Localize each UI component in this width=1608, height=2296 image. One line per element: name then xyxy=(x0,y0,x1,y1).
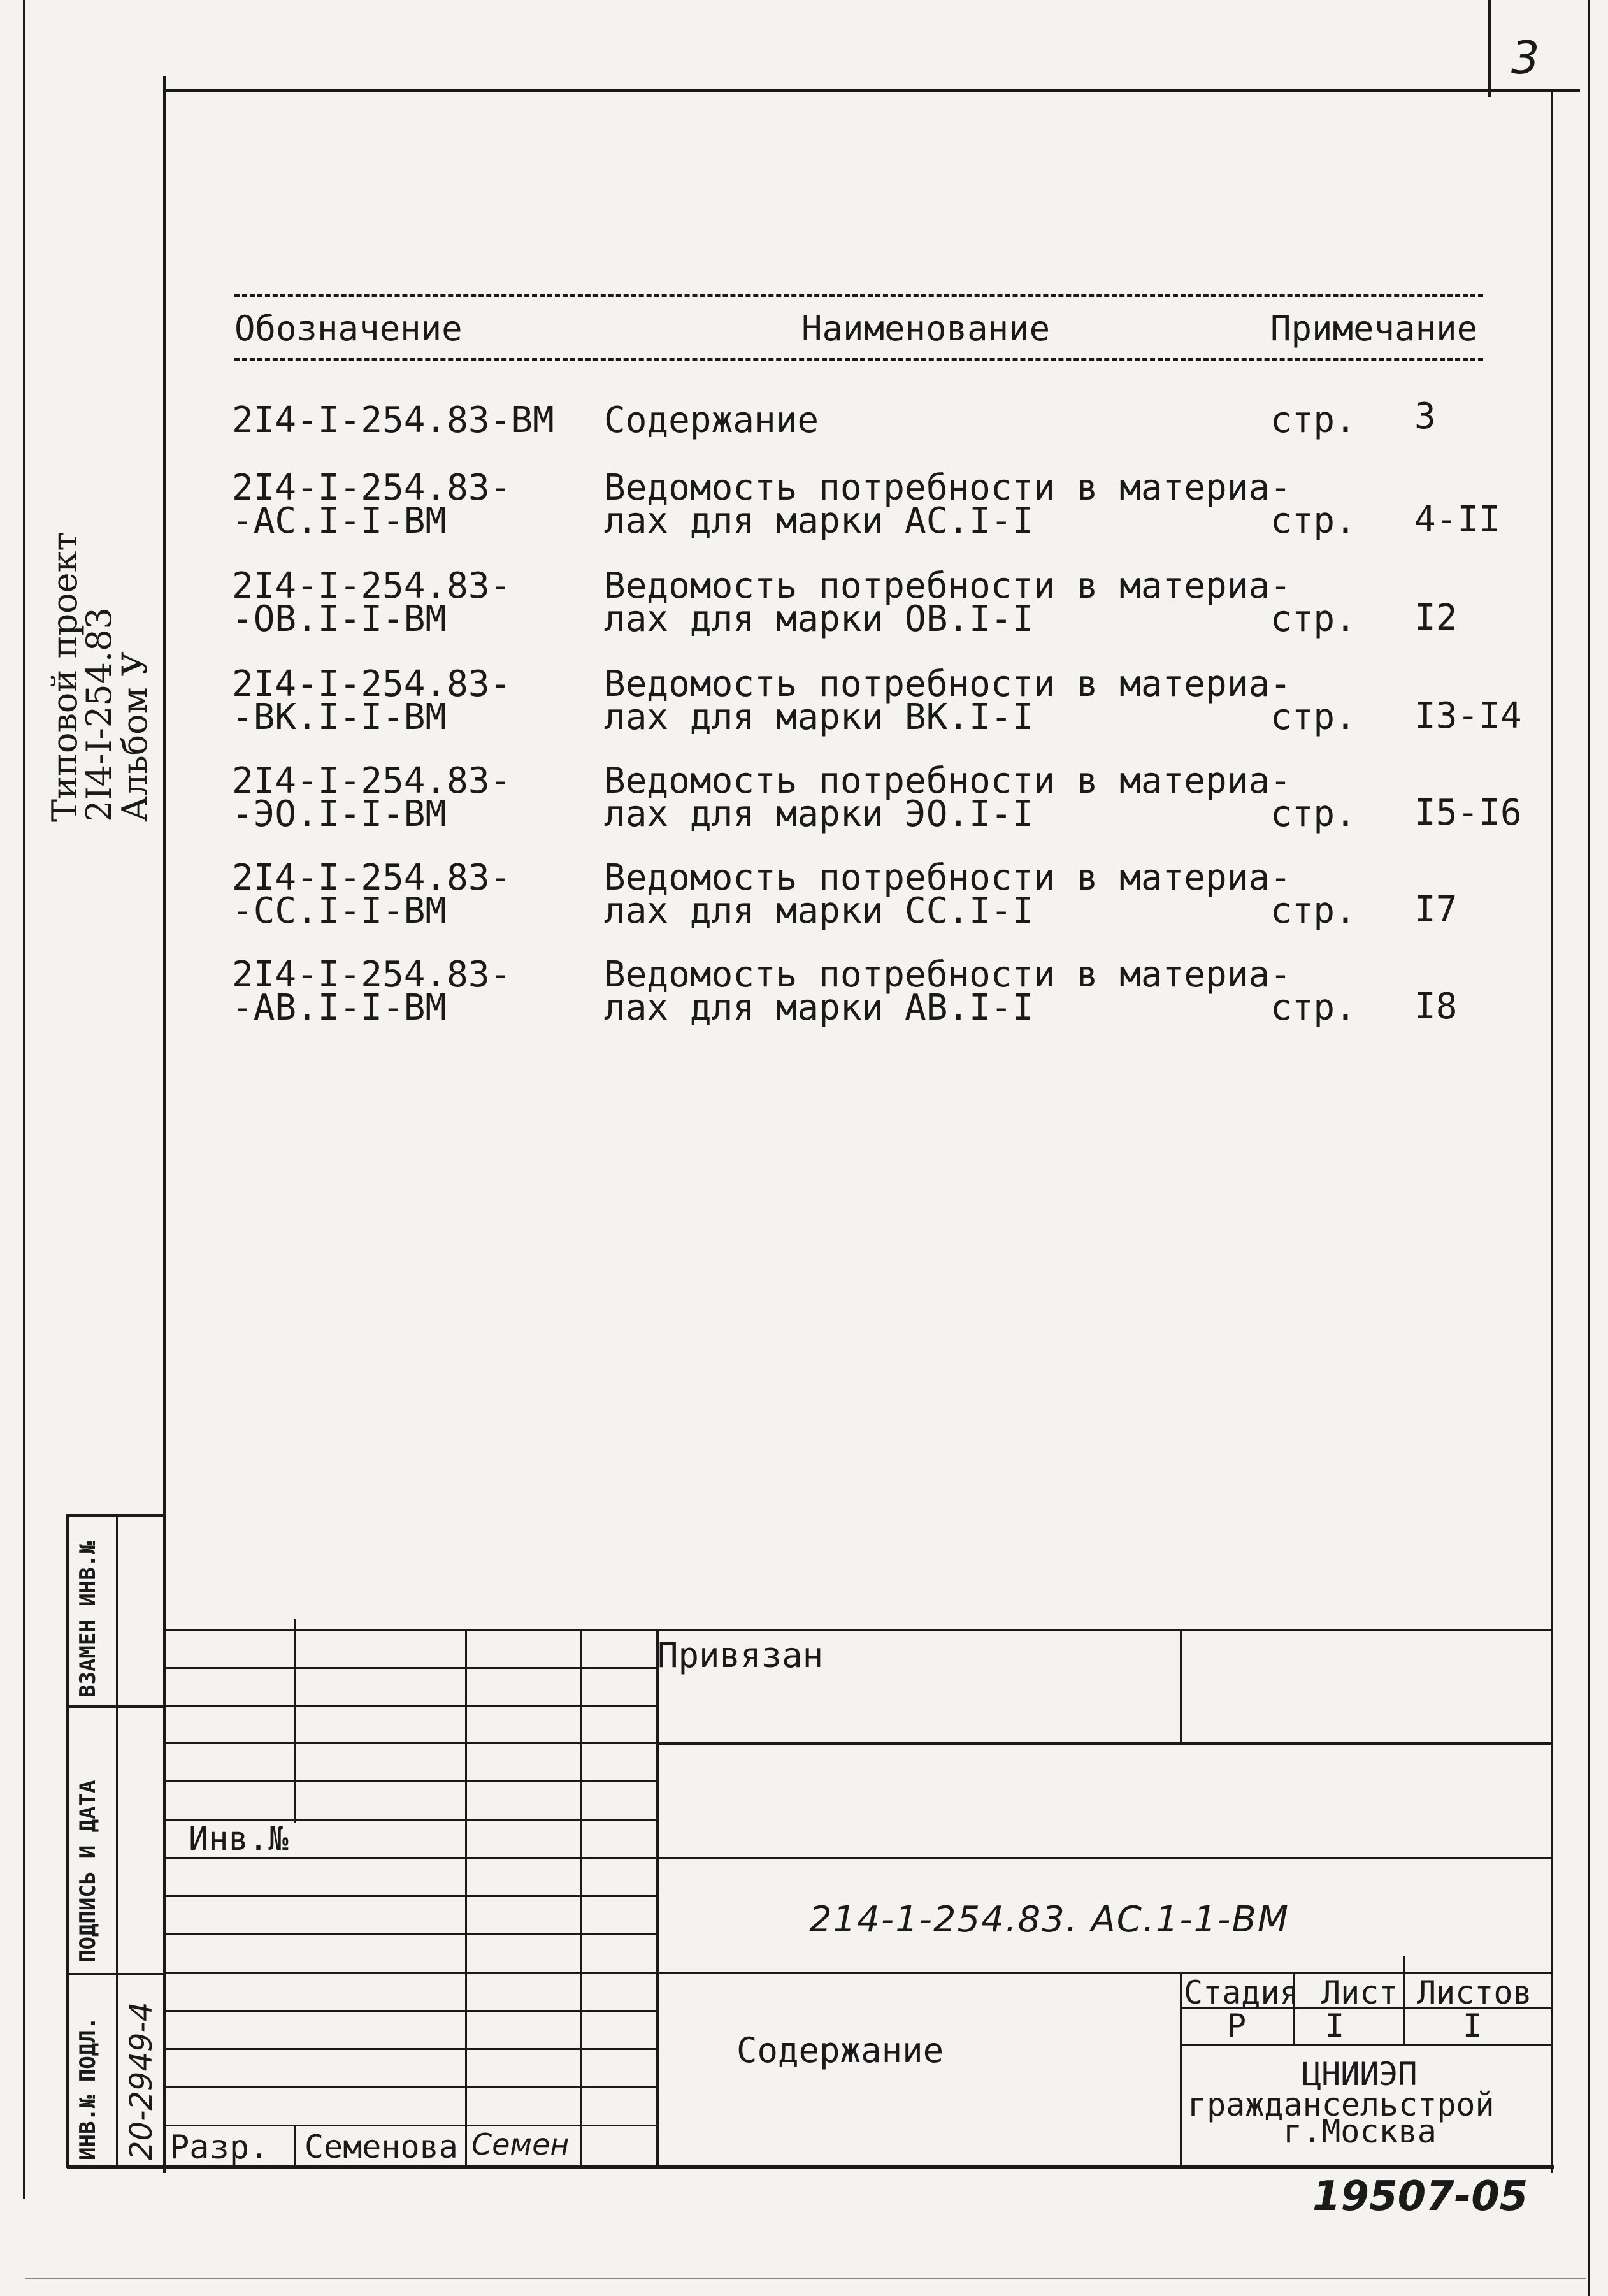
tb-col-1 xyxy=(294,1619,296,1823)
frame-top xyxy=(164,89,1580,92)
tb-sheets-label: Листов xyxy=(1417,1974,1532,2011)
row-name: Ведомость потребности в материа- лах для марки ОВ.I-I xyxy=(604,565,1291,640)
tb-org-line1: ЦНИИЭП xyxy=(1302,2056,1418,2093)
row-note: стр. xyxy=(1270,793,1356,835)
margin-vzamen: ВЗАМЕН ИНВ.№ xyxy=(75,1541,101,1698)
row-note: стр. xyxy=(1270,987,1356,1029)
row-code: 2I4-I-254.83- -ВК.I-I-ВМ xyxy=(232,663,512,738)
tb-left-cols-row3 xyxy=(164,1742,656,1744)
outer-left-edge xyxy=(23,0,25,2199)
row-code: 2I4-I-254.83-ВМ xyxy=(232,400,554,441)
tb-inv-no: Инв.№ xyxy=(189,1820,289,1858)
tb-right-row1 xyxy=(656,1742,1553,1745)
margin-podpis: ПОДПИСЬ И ДАТА xyxy=(75,1780,101,1963)
row-note: стр. xyxy=(1270,697,1356,738)
tb-left-cols-row1 xyxy=(164,1667,656,1669)
tb-doc-code: 214-1-254.83. АС.1-1-ВМ xyxy=(809,1899,1290,1940)
tb-sheet-value: I xyxy=(1325,2007,1345,2044)
margin-inv-podl-value: 20-2949-4 xyxy=(124,2002,159,2160)
margin-divider-2 xyxy=(67,1973,166,1975)
header-designation: Обозначение xyxy=(234,308,463,349)
tb-left-cols-row2 xyxy=(164,1705,656,1707)
row-page: I7 xyxy=(1414,889,1458,930)
row-page: I5-I6 xyxy=(1414,792,1522,834)
tb-left-cols-row13 xyxy=(164,2125,656,2126)
row-code: 2I4-I-254.83- -ЭО.I-I-ВМ xyxy=(232,760,512,835)
tb-left-cols-row12 xyxy=(164,2086,656,2088)
tb-privyazan: Привязан xyxy=(657,1635,824,1675)
margin-box-mid xyxy=(116,1514,118,2168)
row-name: Ведомость потребности в материа- лах для марки АС.I-I xyxy=(604,467,1291,542)
tb-privyazan-divider xyxy=(1180,1629,1182,1744)
tb-left-cols-row7 xyxy=(164,1895,656,1897)
row-name: Ведомость потребности в материа- лах для марки ВК.I-I xyxy=(604,663,1291,738)
side-stamp-line2: 2I4-I-254.83 xyxy=(79,607,119,822)
scan-edge-line xyxy=(25,2278,1586,2279)
tb-left-cols-row4 xyxy=(164,1780,656,1782)
tb-col-2 xyxy=(465,1629,467,2168)
row-page: I2 xyxy=(1414,597,1458,639)
tb-stage-value: Р xyxy=(1227,2007,1247,2044)
row-page: I8 xyxy=(1414,986,1458,1027)
tb-title: Содержание xyxy=(736,2030,944,2070)
tb-role: Разр. xyxy=(169,2128,269,2167)
outer-right-edge xyxy=(1588,0,1590,2296)
row-name: Содержание xyxy=(604,400,819,441)
tb-right-col-a xyxy=(1180,1972,1182,2168)
tb-stage-label: Стадия xyxy=(1184,1974,1299,2011)
bottom-archive-number: 19507-05 xyxy=(1312,2173,1528,2220)
row-page: 4-II xyxy=(1414,499,1500,540)
row-code: 2I4-I-254.83- -АС.I-I-ВМ xyxy=(232,467,512,542)
header-note: Примечание xyxy=(1270,308,1478,349)
row-page: 3 xyxy=(1414,396,1436,437)
tb-right-col-c xyxy=(1403,1956,1405,2046)
row-code: 2I4-I-254.83- -АВ.I-I-ВМ xyxy=(232,954,512,1029)
tb-right-row2 xyxy=(656,1857,1553,1859)
tb-sheets-value: I xyxy=(1463,2007,1482,2044)
row-note: стр. xyxy=(1270,400,1356,441)
tb-person: Семенова xyxy=(305,2128,458,2165)
row-note: стр. xyxy=(1270,598,1356,640)
sheet-number: 3 xyxy=(1511,32,1540,84)
tb-top xyxy=(164,1629,1553,1631)
sheet-number-box-left xyxy=(1488,0,1491,97)
side-stamp-line3: Альбом У xyxy=(115,651,155,822)
tb-left-cols-row10 xyxy=(164,2010,656,2012)
tb-org-line3: г.Москва xyxy=(1283,2113,1437,2150)
frame-right xyxy=(1551,89,1553,2173)
row-name: Ведомость потребности в материа- лах для марки ЭО.I-I xyxy=(604,760,1291,835)
row-name: Ведомость потребности в материа- лах для марки СС.I-I xyxy=(604,857,1291,932)
tb-left-cols-row9 xyxy=(164,1972,656,1974)
header-name: Наименование xyxy=(801,308,1051,349)
margin-inv-podl: ИНВ.№ ПОДЛ. xyxy=(75,2016,101,2160)
row-note: стр. xyxy=(1270,500,1356,542)
frame-bottom xyxy=(67,2165,1554,2169)
row-note: стр. xyxy=(1270,890,1356,932)
row-code: 2I4-I-254.83- -ОВ.I-I-ВМ xyxy=(232,565,512,640)
side-stamp-line1: Типовой проект xyxy=(45,531,85,822)
margin-divider-1 xyxy=(67,1705,166,1708)
row-name: Ведомость потребности в материа- лах для марки АВ.I-I xyxy=(604,954,1291,1029)
tb-signature: Семен xyxy=(471,2127,570,2162)
tb-left-cols-row11 xyxy=(164,2048,656,2050)
tb-col-1b xyxy=(294,2125,296,2168)
margin-box-left xyxy=(66,1514,69,2168)
tb-col-4 xyxy=(656,1629,659,2168)
tb-org-line2: граждансельстрой xyxy=(1188,2086,1495,2123)
tb-left-cols-row8 xyxy=(164,1933,656,1935)
table-header-bottom-rule xyxy=(234,358,1483,361)
tb-sheet-label: Лист xyxy=(1321,1974,1398,2011)
row-page: I3-I4 xyxy=(1414,695,1522,737)
tb-stage-row2 xyxy=(1180,2044,1553,2046)
table-header-top-rule xyxy=(234,294,1483,297)
tb-col-3 xyxy=(580,1629,582,2168)
row-code: 2I4-I-254.83- -СС.I-I-ВМ xyxy=(232,857,512,932)
